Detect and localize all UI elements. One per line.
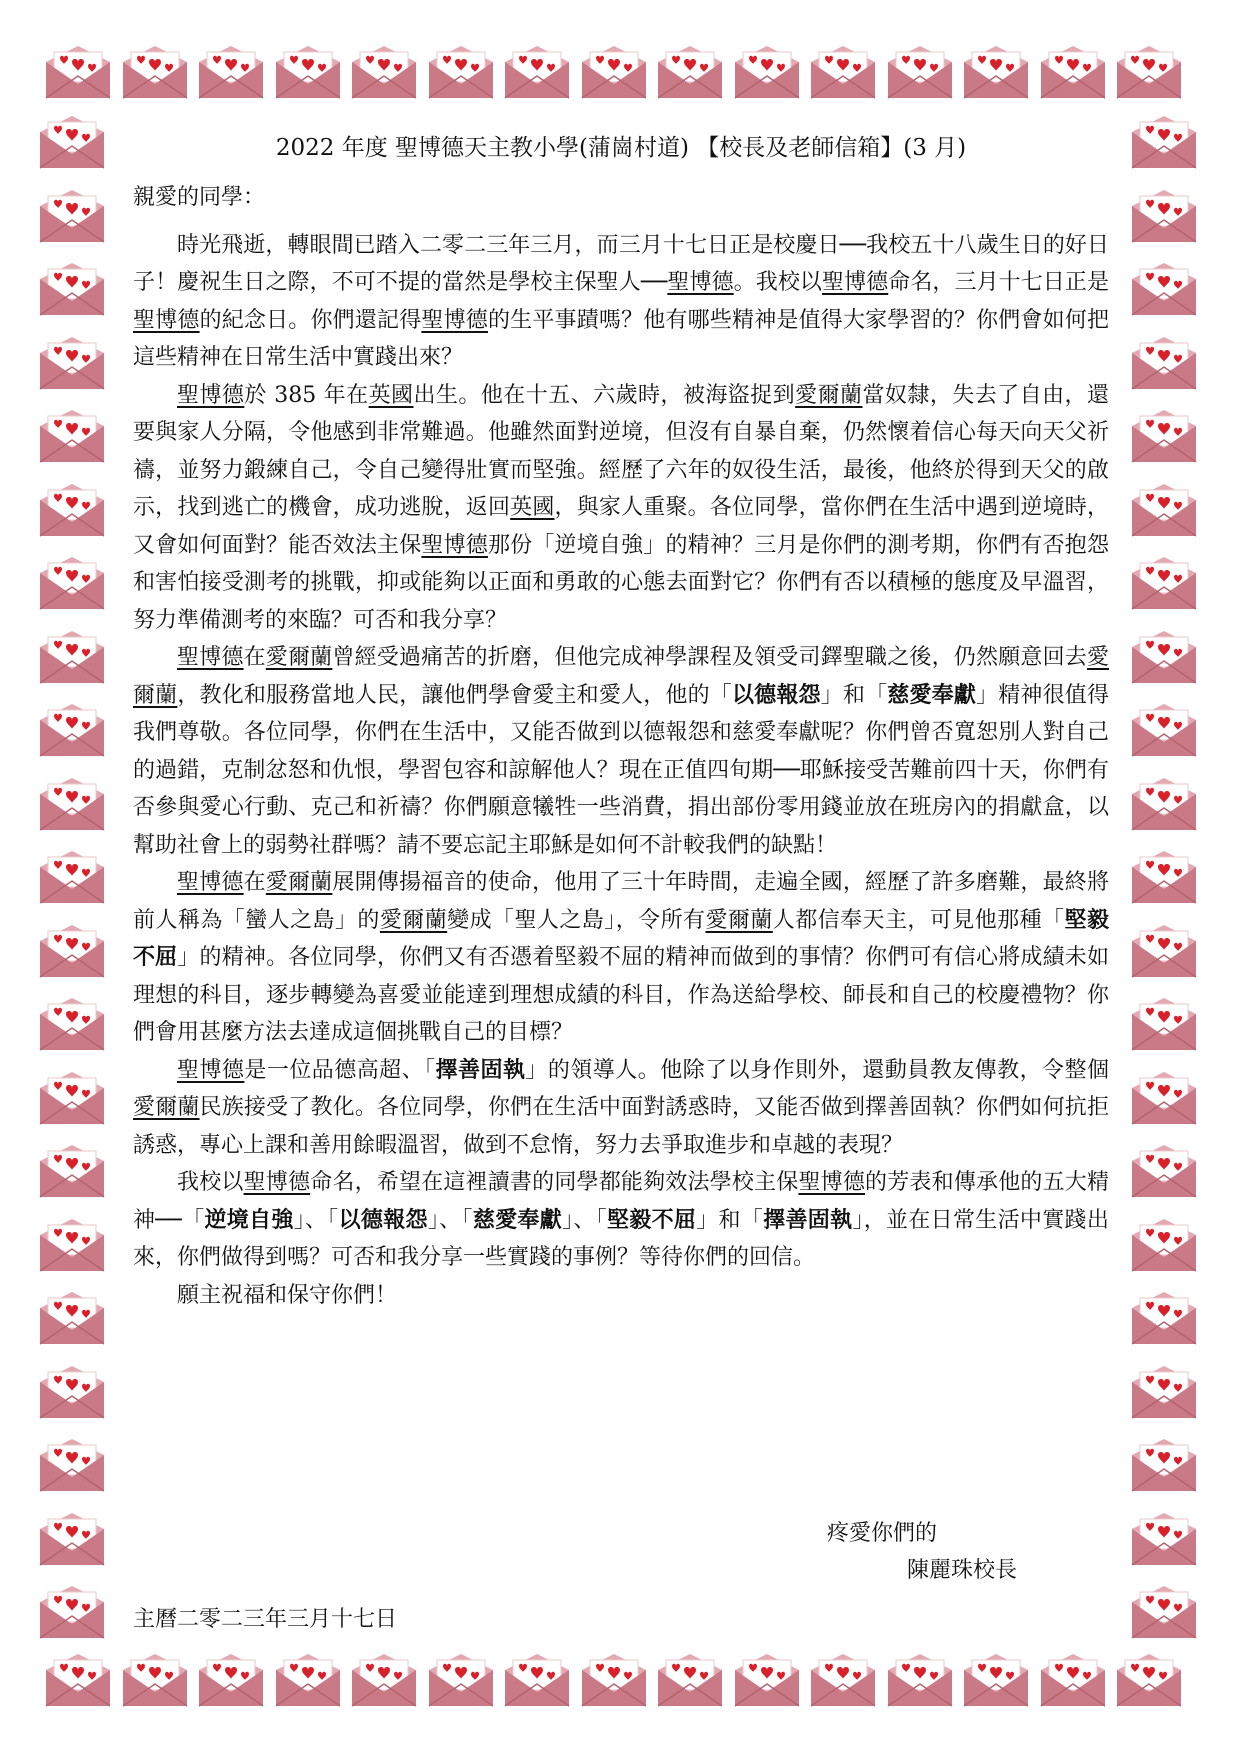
text-run: 」、「: [562, 1207, 607, 1233]
heart-envelope-icon: [1128, 996, 1200, 1052]
text-run: 出生。他在十五、六歲時，被海盜捉到: [413, 382, 796, 408]
heart-envelope-icon: [1128, 335, 1200, 391]
text-run: 。我校以: [733, 270, 822, 295]
text-run: 」、「: [427, 1207, 473, 1233]
underlined-name: 聖博德: [667, 270, 734, 295]
heart-envelope-icon: [1128, 408, 1200, 464]
heart-envelope-icon: [1128, 629, 1200, 685]
bold-virtue: 堅毅不屈: [607, 1206, 697, 1233]
heart-envelope-icon: [425, 1652, 497, 1708]
letter-body: [133, 118, 1109, 1632]
heart-envelope-icon: [36, 776, 108, 832]
text-run: 」精神很值得我們尊敬。各位同學，你們在生活中，又能否做到以德報怨和慈愛奉獻呢？你們曾否寬恕別人對自己的過錯，克制忿怒和仇恨，學習包容和諒解他人？現在正值四旬期──耶穌接受苦難前四十天，你們有否參與愛心行動、克己和祈禱？你們願意犧牲一些消費，捐出部份零用錢並放在班房內的捐獻盒，以幫助社會上的弱勢社群嗎？請不要忘記主耶穌是如何不計較我們的缺點！: [133, 682, 1109, 858]
text-run: 」的精神。各位同學，你們又有否憑着堅毅不屈的精神而做到的事情？你們可有信心將成績未如理想的科目，逐步轉變為喜愛並能達到理想成績的科目，作為送給學校、師長和自己的校慶禮物？你們會用甚麼方法去達成這個挑戰自己的目標？: [133, 945, 1109, 1045]
heart-envelope-icon: [36, 1511, 108, 1567]
underlined-name: 聖博德: [177, 1057, 245, 1083]
heart-envelope-icon: [195, 44, 267, 100]
underlined-name: 英國: [368, 382, 414, 408]
heart-envelope-icon: [731, 44, 803, 100]
bold-virtue: 擇善固執: [763, 1206, 853, 1233]
principal-signature: 陳麗珠校長: [907, 1558, 1018, 1583]
underlined-name: 聖博德: [177, 870, 244, 895]
heart-envelope-icon: [36, 114, 108, 170]
text-run: ，與家人重聚。各位同學，當你們在生活中遇到逆境時，又會如何面對？能否效法主保: [133, 495, 1109, 558]
heart-envelope-icon: [36, 1217, 108, 1273]
heart-envelope-icon: [36, 849, 108, 905]
heart-envelope-icon: [1037, 44, 1109, 100]
heart-envelope-icon: [1128, 1290, 1200, 1346]
heart-envelope-icon: [42, 1652, 114, 1708]
text-run: 命名，希望在這裡讀書的同學都能夠效法學校主保: [310, 1170, 799, 1195]
text-run: 的紀念日。你們還記得: [199, 307, 422, 333]
heart-envelope-icon: [1128, 1217, 1200, 1273]
letter-blessing: 願主祝福和保守你們！: [177, 1282, 398, 1308]
heart-envelope-icon: [501, 44, 573, 100]
underlined-name: 聖博德: [177, 382, 245, 408]
text-run: 」和「: [696, 1207, 764, 1233]
heart-envelope-icon: [960, 44, 1032, 100]
bold-virtue: 慈愛奉獻: [887, 681, 977, 708]
heart-envelope-icon: [36, 996, 108, 1052]
heart-envelope-icon: [195, 1652, 267, 1708]
heart-envelope-icon: [1037, 1652, 1109, 1708]
letter-paragraph: [133, 864, 1109, 1052]
text-run: 」，並在日常生活中實踐出來，你們做得到嗎？可否和我分享一些實踐的事例？等待你們的回信。: [133, 1207, 1109, 1270]
heart-envelope-icon: [1128, 1584, 1200, 1640]
text-run: 那份「逆境自強」的精神？三月是你們的測考期，你們有否抱怨和害怕接受測考的挑戰，抑或能夠以正面和勇敢的心態去面對它？你們有否以積極的態度及早溫習，努力準備測考的來臨？可否和我分享？: [133, 532, 1109, 633]
heart-envelope-icon: [1128, 849, 1200, 905]
text-run: 展開傳揚福音的使命，他用了三十年時間，走遍全國，經歷了許多磨難，最終將前人稱為「蠻人之島」的: [133, 870, 1109, 933]
closing-line-1: 疼愛你們的: [827, 1521, 938, 1546]
heart-envelope-icon: [1128, 1437, 1200, 1493]
heart-envelope-icon: [348, 44, 420, 100]
heart-envelope-icon: [119, 44, 191, 100]
heart-envelope-icon: [42, 44, 114, 100]
bold-virtue: 堅毅不屈: [133, 906, 1109, 970]
underlined-name: 聖博德: [421, 307, 488, 333]
underlined-name: 愛爾蘭: [795, 382, 863, 408]
text-run: 命名，三月十七日正是: [888, 270, 1109, 295]
heart-envelope-icon: [1128, 702, 1200, 758]
heart-envelope-icon: [36, 261, 108, 317]
underlined-name: 聖博德: [798, 1170, 866, 1195]
heart-envelope-icon: [1128, 261, 1200, 317]
text-run: 人都信奉天主，可見他那種「: [772, 907, 1065, 933]
underlined-name: 愛爾蘭: [705, 907, 773, 933]
heart-envelope-icon: [272, 1652, 344, 1708]
text-run: 時光飛逝，轉眼間已踏入二零二三年三月，而三月十七日正是校慶日──我校五十八歲生日的好日子！慶祝生日之際，不可不提的當然是學校主保聖人──: [133, 232, 1109, 295]
text-run: 是一位品德高超、「: [244, 1057, 436, 1083]
letter-paragraph: [133, 227, 1109, 377]
bold-virtue: 逆境自強: [204, 1206, 294, 1233]
heart-envelope-icon: [884, 1652, 956, 1708]
heart-envelope-icon: [1128, 555, 1200, 611]
heart-envelope-icon: [807, 44, 879, 100]
heart-envelope-icon: [1128, 1143, 1200, 1199]
letter-date: 主曆二零二三年三月十七日: [133, 1607, 398, 1632]
text-run: 在: [243, 870, 266, 895]
heart-envelope-icon: [1113, 44, 1185, 100]
text-run: 於 385 年在: [244, 382, 369, 408]
text-run: 我校以: [177, 1170, 244, 1195]
underlined-name: 愛爾蘭: [379, 907, 448, 933]
letter-paragraph: [133, 1164, 1109, 1277]
heart-envelope-icon: [36, 1584, 108, 1640]
text-run: ，教化和服務當地人民，讓他們學會愛主和愛人，他的「: [177, 682, 732, 708]
heart-envelope-icon: [1128, 482, 1200, 538]
bold-virtue: 以德報怨: [338, 1206, 428, 1233]
text-run: 變成「聖人之島」，令所有: [447, 907, 706, 933]
heart-envelope-icon: [960, 1652, 1032, 1708]
letter-paragraph: [133, 377, 1109, 640]
heart-envelope-icon: [1128, 1511, 1200, 1567]
underlined-name: 聖博德: [243, 1170, 311, 1195]
text-run: 」的領導人。他除了以身作則外，還動員教友傳教，令整個: [525, 1057, 1109, 1083]
heart-envelope-icon: [36, 482, 108, 538]
heart-envelope-icon: [578, 44, 650, 100]
text-run: 曾經受過痛苦的折磨，但他完成神學課程及領受司鐸聖職之後，仍然願意回去: [332, 645, 1087, 670]
heart-envelope-icon: [501, 1652, 573, 1708]
heart-envelope-icon: [425, 44, 497, 100]
underlined-name: 聖博德: [133, 307, 200, 333]
heart-envelope-icon: [1128, 188, 1200, 244]
bold-virtue: 慈愛奉獻: [472, 1206, 563, 1233]
underlined-name: 愛爾蘭: [133, 1095, 200, 1120]
heart-envelope-icon: [36, 1364, 108, 1420]
heart-envelope-icon: [348, 1652, 420, 1708]
text-run: 當奴隸，失去了自由，還要與家人分隔，令他感到非常難過。他雖然面對逆境，但沒有自暴自棄，仍然懷着信心每天向天父祈禱，並努力鍛練自己，令自己變得壯實而堅強。經歷了六年的奴役生活，最後，他終於得到天父的啟示，找到逃亡的機會，成功逃脫，返回: [133, 382, 1109, 520]
text-run: 」、「: [293, 1207, 339, 1233]
heart-envelope-icon: [36, 629, 108, 685]
letter-paragraphs: [133, 227, 1109, 1277]
heart-envelope-icon: [1128, 776, 1200, 832]
letter-greeting: 親愛的同學：: [133, 185, 266, 210]
heart-envelope-icon: [36, 923, 108, 979]
text-run: 的生平事蹟嗎？他有哪些精神是值得大家學習的？你們會如何把這些精神在日常生活中實踐出來？: [133, 307, 1109, 370]
letter-paragraph: [133, 1052, 1109, 1165]
underlined-name: 聖博德: [822, 270, 889, 295]
underlined-name: 聖博德: [421, 532, 488, 558]
heart-envelope-icon: [36, 335, 108, 391]
heart-envelope-icon: [36, 702, 108, 758]
text-run: 民族接受了教化。各位同學，你們在生活中面對誘惑時，又能否做到擇善固執？你們如何抗拒誘惑，專心上課和善用餘暇溫習，做到不怠惰，努力去爭取進步和卓越的表現？: [133, 1095, 1109, 1158]
heart-envelope-icon: [578, 1652, 650, 1708]
heart-envelope-icon: [36, 1437, 108, 1493]
heart-envelope-icon: [731, 1652, 803, 1708]
underlined-name: 愛爾蘭: [265, 645, 333, 670]
heart-envelope-icon: [36, 555, 108, 611]
letter-title: 2022 年度 聖博德天主教小學(蒲崗村道) 【校長及老師信箱】(3 月): [275, 135, 967, 161]
heart-envelope-icon: [654, 44, 726, 100]
text-run: 」和「: [820, 682, 888, 708]
heart-envelope-icon: [1128, 1364, 1200, 1420]
underlined-name: 愛爾蘭: [265, 870, 333, 895]
letter-paragraph: [133, 639, 1109, 864]
heart-envelope-icon: [36, 408, 108, 464]
heart-envelope-icon: [119, 1652, 191, 1708]
heart-envelope-icon: [272, 44, 344, 100]
heart-envelope-icon: [36, 1290, 108, 1346]
heart-envelope-icon: [884, 44, 956, 100]
heart-envelope-icon: [1128, 923, 1200, 979]
heart-envelope-icon: [1128, 1070, 1200, 1126]
text-run: 在: [243, 645, 266, 670]
heart-envelope-icon: [36, 188, 108, 244]
heart-envelope-icon: [36, 1070, 108, 1126]
heart-envelope-icon: [807, 1652, 879, 1708]
bold-virtue: 以德報怨: [731, 681, 821, 708]
underlined-name: 愛爾蘭: [133, 645, 1109, 708]
bold-virtue: 擇善固執: [435, 1056, 526, 1083]
text-run: 的芳表和傳承他的五大精神──「: [133, 1170, 1109, 1233]
heart-envelope-icon: [36, 1143, 108, 1199]
heart-envelope-icon: [1128, 114, 1200, 170]
underlined-name: 聖博德: [177, 645, 244, 670]
heart-envelope-icon: [654, 1652, 726, 1708]
heart-envelope-icon: [1113, 1652, 1185, 1708]
underlined-name: 英國: [510, 495, 555, 520]
